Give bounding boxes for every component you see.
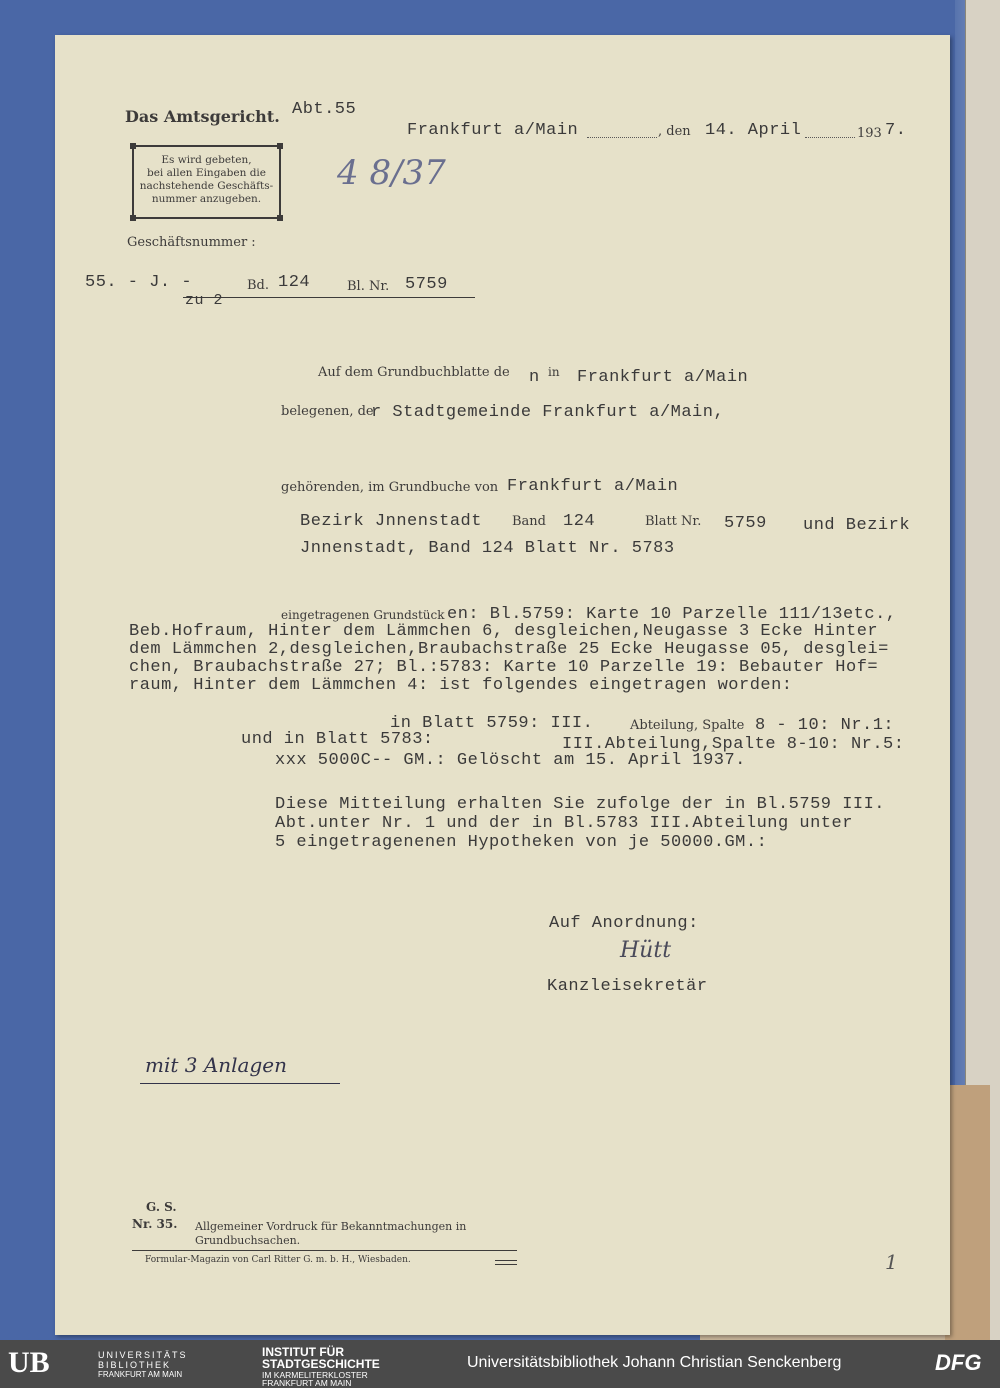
line1-print-b: in — [548, 365, 560, 379]
form-code-b: Nr. 35. — [132, 1217, 178, 1231]
court-name: Das Amtsgericht. — [125, 107, 280, 126]
document-page — [55, 35, 950, 1335]
inst-line2: STADTGESCHICHTE — [262, 1357, 380, 1371]
uni-line3: FRANKFURT AM MAIN — [98, 1370, 183, 1379]
place-dotline — [587, 137, 657, 138]
line2-print: belegenen, de — [281, 404, 374, 419]
blatt-line-a: in Blatt 5759: III. — [390, 714, 594, 733]
line4-type-a: Bezirk Jnnenstadt — [300, 512, 482, 531]
line2-type: r Stadtgemeinde Frankfurt a/Main, — [371, 403, 725, 422]
year-prefix: 193 — [857, 126, 882, 141]
form-description: Allgemeiner Vordruck für Bekanntmachungen in — [195, 1220, 467, 1233]
ub-logo: UB — [8, 1346, 50, 1379]
bl-value: 5759 — [405, 275, 448, 294]
box-corner — [130, 215, 136, 221]
body-line: Beb.Hofraum, Hinter dem Lämmchen 6, desgleichen,Neugasse 3 Ecke Hinter — [129, 622, 879, 641]
inst-line1: INSTITUT FÜR — [262, 1345, 344, 1359]
bl-label: Bl. Nr. — [347, 279, 390, 294]
year-suffix: 7. — [885, 121, 907, 140]
inst-sub1: IM KARMELITERKLOSTER — [262, 1370, 368, 1380]
line4-type-c: 5759 — [724, 514, 767, 533]
line1-type-b: Frankfurt a/Main — [577, 368, 749, 387]
notice-line: nummer anzugeben. — [151, 193, 262, 205]
line4-type-b: 124 — [563, 512, 596, 531]
case-sub: zu 2 — [185, 292, 224, 309]
body-line: chen, Braubachstraße 27; Bl.:5783: Karte 10 Parzelle 19: Bebauter Hof= — [129, 658, 879, 677]
title-text: Kanzleisekretär — [547, 977, 708, 996]
case-label: Geschäftsnummer : — [127, 235, 256, 250]
notice-line: nachstehende Geschäfts- — [139, 180, 274, 192]
handwritten-reference: 4 8/37 — [337, 153, 446, 193]
printer-rule — [495, 1264, 517, 1265]
note-line: 5 eingetragenenen Hypotheken von je 50000.GM.: — [275, 833, 768, 852]
department: Abt.55 — [292, 100, 357, 119]
uni-line1: UNIVERSITÄTS — [98, 1350, 188, 1360]
order-text: Auf Anordnung: — [549, 914, 699, 933]
notice-line: Es wird gebeten, — [161, 154, 252, 166]
box-corner — [130, 143, 136, 149]
line3-print: gehörenden, im Grundbuche von — [281, 480, 499, 495]
line5-type: Jnnenstadt, Band 124 Blatt Nr. 5783 — [300, 539, 675, 558]
form-code-a: G. S. — [146, 1200, 177, 1214]
line1-type-a: n — [529, 368, 540, 387]
note-line: Abt.unter Nr. 1 und der in Bl.5783 III.Abteilung unter — [275, 814, 853, 833]
handwritten-note: mit 3 Anlagen — [145, 1053, 288, 1077]
signature: Hütt — [620, 938, 672, 963]
blatt-line3: xxx 5000C-- GM.: Gelöscht am 15. April 1937. — [275, 751, 746, 770]
form-description: Grundbuchsachen. — [195, 1234, 301, 1247]
printer-line: Formular-Magazin von Carl Ritter G. m. b. H., Wiesbaden. — [145, 1255, 411, 1265]
bd-value: 124 — [278, 273, 311, 292]
blatt-line2-a: und in Blatt 5783: — [241, 730, 434, 749]
printer-rule — [495, 1260, 517, 1261]
dfg-logo: DFG — [935, 1350, 982, 1375]
inst-sub2: FRANKFURT AM MAIN — [262, 1378, 352, 1388]
entry-type: en: Bl.5759: Karte 10 Parzelle 111/13etc., — [447, 605, 897, 624]
page-mark: 1 — [885, 1250, 898, 1274]
line3-type: Frankfurt a/Main — [507, 477, 679, 496]
blatt-line-print: Abteilung, Spalte — [630, 718, 745, 733]
blatt-line-b: 8 - 10: Nr.1: — [755, 716, 895, 735]
bd-label: Bd. — [247, 278, 270, 293]
line4-print-b: Blatt Nr. — [645, 514, 702, 529]
body-line: dem Lämmchen 2,desgleichen,Braubachstraße 25 Ecke Heugasse 05, desglei= — [129, 640, 889, 659]
date: 14. April — [705, 121, 802, 140]
uni-line2: BIBLIOTHEK — [98, 1360, 172, 1370]
footer-bar — [0, 1340, 1000, 1388]
handwritten-underline — [140, 1083, 340, 1084]
line4-print-a: Band — [512, 514, 546, 529]
place: Frankfurt a/Main — [407, 121, 579, 140]
underlying-paper-edge — [945, 1085, 990, 1340]
box-corner — [277, 143, 283, 149]
line4-type-d: und Bezirk — [803, 516, 911, 535]
form-rule — [132, 1250, 517, 1251]
notice-box — [132, 145, 281, 219]
box-corner — [277, 215, 283, 221]
library-name: Universitätsbibliothek Johann Christian Senckenberg — [467, 1354, 842, 1371]
entry-print: eingetragenen Grundstück — [281, 608, 445, 622]
body-line: raum, Hinter dem Lämmchen 4: ist folgendes eingetragen worden: — [129, 676, 793, 695]
case-number: 55. - J. - — [85, 273, 193, 292]
line1-print: Auf dem Grundbuchblatte de — [318, 365, 510, 380]
date-dotline — [805, 137, 855, 138]
case-underline — [183, 297, 475, 298]
blatt-line2-b: III.Abteilung,Spalte 8-10: Nr.5: — [562, 735, 905, 754]
notice-line: bei allen Eingaben die — [146, 167, 267, 179]
date-prefix: , den — [658, 124, 691, 139]
note-line: Diese Mitteilung erhalten Sie zufolge der in Bl.5759 III. — [275, 795, 885, 814]
